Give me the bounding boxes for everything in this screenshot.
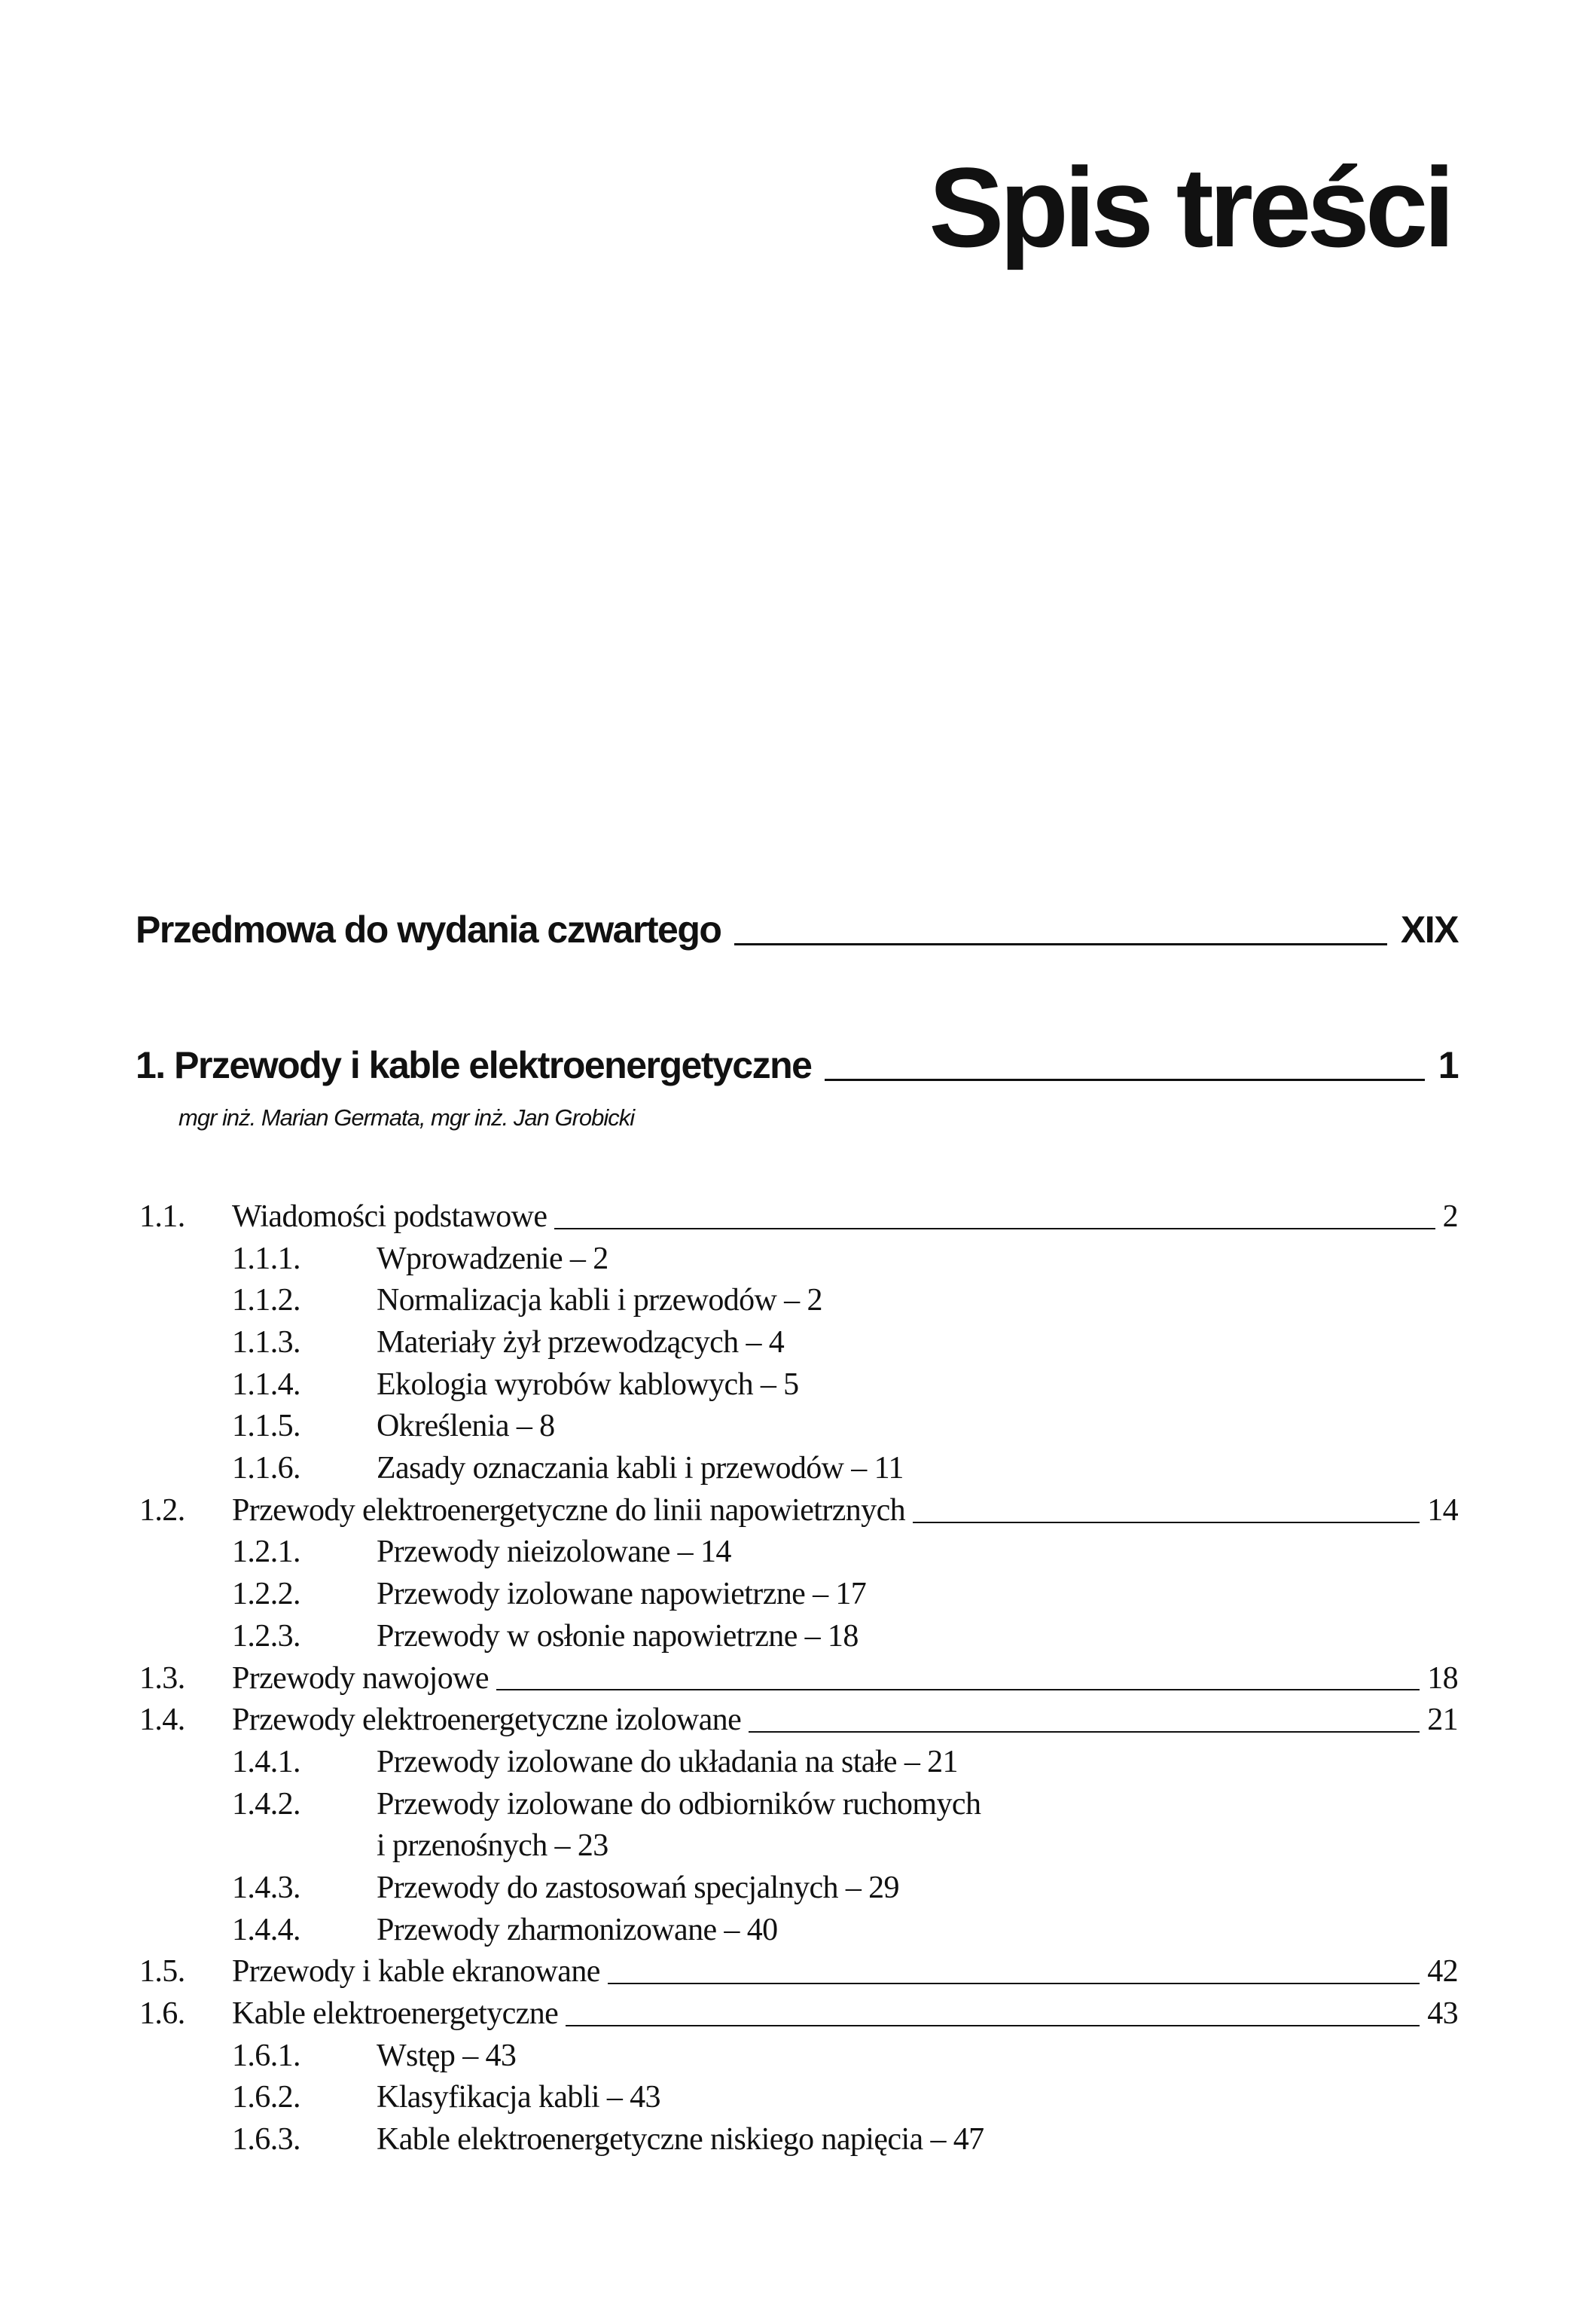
entry-number: 1.4. bbox=[139, 1703, 185, 1738]
preface-label: Przedmowa do wydania czwartego bbox=[136, 909, 721, 951]
chapter-authors: mgr inż. Marian Germata, mgr inż. Jan Grobicki bbox=[178, 1104, 635, 1131]
entry-number: 1.3. bbox=[139, 1660, 185, 1696]
toc-subsection bbox=[139, 1238, 1458, 1281]
entry-number: 1.2.3. bbox=[232, 1618, 300, 1654]
entry-title: Przewody elektroenergetyczne izolowane bbox=[232, 1703, 742, 1738]
entry-title: Przewody elektroenergetyczne do linii napowietrznych bbox=[232, 1492, 906, 1528]
entry-title: Przewody nawojowe bbox=[232, 1660, 489, 1696]
entry-title: Przewody do zastosowań specjalnych – 29 bbox=[377, 1870, 899, 1905]
toc-subsection bbox=[139, 1910, 1458, 1952]
toc-subsection bbox=[139, 1322, 1458, 1364]
entry-number: 1.6. bbox=[139, 1996, 185, 2032]
leader-line bbox=[913, 1522, 1420, 1523]
preface-page: XIX bbox=[1400, 909, 1458, 951]
entry-title: Przewody izolowane do układania na stałe – 21 bbox=[377, 1744, 958, 1779]
toc-subsection bbox=[139, 2119, 1458, 2161]
entry-number: 1.1.6. bbox=[232, 1451, 300, 1486]
toc-subsection bbox=[139, 2035, 1458, 2078]
entry-title: Przewody zharmonizowane – 40 bbox=[377, 1912, 778, 1947]
entry-title: Kable elektroenergetyczne bbox=[232, 1996, 559, 2032]
toc-section bbox=[139, 1490, 1458, 1532]
entry-title: i przenośnych – 23 bbox=[377, 1828, 608, 1864]
toc-entry-chapter-1 bbox=[136, 1043, 1458, 1087]
entry-number: 1.4.2. bbox=[232, 1786, 300, 1822]
entry-number: 1.1.2. bbox=[232, 1283, 300, 1318]
toc-subsection bbox=[139, 1406, 1458, 1448]
leader-line bbox=[734, 943, 1386, 945]
toc-subsection bbox=[139, 1574, 1458, 1616]
entry-page: 2 bbox=[1442, 1199, 1458, 1234]
entry-number: 1.1. bbox=[139, 1199, 185, 1234]
entry-number: 1.2.2. bbox=[232, 1577, 300, 1612]
entry-title: Zasady oznaczania kabli i przewodów – 11 bbox=[377, 1451, 904, 1486]
entry-number: 1.1.5. bbox=[232, 1409, 300, 1444]
leader-line bbox=[566, 2025, 1420, 2026]
entry-number: 1.2.1. bbox=[232, 1535, 300, 1570]
entry-title: Przewody izolowane napowietrzne – 17 bbox=[377, 1577, 867, 1612]
entry-page: 21 bbox=[1427, 1703, 1458, 1738]
leader-line bbox=[825, 1079, 1424, 1081]
toc-subsection bbox=[139, 1867, 1458, 1910]
toc-subsection bbox=[139, 1616, 1458, 1658]
entry-number: 1.4.4. bbox=[232, 1912, 300, 1947]
leader-line bbox=[496, 1689, 1420, 1690]
entry-title: Przewody w osłonie napowietrzne – 18 bbox=[377, 1618, 859, 1654]
entry-number: 1.5. bbox=[139, 1954, 185, 1990]
chapter-page: 1 bbox=[1438, 1044, 1458, 1086]
toc-list bbox=[139, 1196, 1458, 2161]
entry-page: 43 bbox=[1427, 1996, 1458, 2032]
entry-title: Materiały żył przewodzących – 4 bbox=[377, 1325, 785, 1361]
chapter-label: 1. Przewody i kable elektroenergetyczne bbox=[136, 1044, 812, 1086]
entry-page: 18 bbox=[1427, 1660, 1458, 1696]
entry-title: Ekologia wyrobów kablowych – 5 bbox=[377, 1367, 799, 1402]
entry-page: 14 bbox=[1427, 1492, 1458, 1528]
toc-section bbox=[139, 1993, 1458, 2035]
entry-title: Kable elektroenergetyczne niskiego napięcia – 47 bbox=[377, 2122, 984, 2158]
entry-title: Określenia – 8 bbox=[377, 1409, 555, 1444]
entry-number: 1.4.1. bbox=[232, 1744, 300, 1779]
entry-title: Wprowadzenie – 2 bbox=[377, 1241, 608, 1276]
page-title: Spis treści bbox=[929, 144, 1450, 270]
entry-title: Wiadomości podstawowe bbox=[232, 1199, 547, 1234]
entry-title: Przewody nieizolowane – 14 bbox=[377, 1535, 731, 1570]
toc-subsection bbox=[139, 1825, 1458, 1867]
toc-subsection bbox=[139, 1364, 1458, 1406]
entry-number: 1.1.4. bbox=[232, 1367, 300, 1402]
entry-title: Przewody izolowane do odbiorników ruchomych bbox=[377, 1786, 981, 1822]
leader-line bbox=[749, 1731, 1420, 1733]
toc-section bbox=[139, 1658, 1458, 1700]
entry-number: 1.1.1. bbox=[232, 1241, 300, 1276]
entry-title: Przewody i kable ekranowane bbox=[232, 1954, 600, 1990]
toc-section bbox=[139, 1196, 1458, 1238]
entry-number: 1.6.3. bbox=[232, 2122, 300, 2158]
entry-number: 1.2. bbox=[139, 1492, 185, 1528]
entry-number: 1.1.3. bbox=[232, 1325, 300, 1361]
toc-subsection bbox=[139, 1280, 1458, 1322]
toc-section bbox=[139, 1699, 1458, 1742]
entry-number: 1.6.1. bbox=[232, 2038, 300, 2073]
entry-title: Wstęp – 43 bbox=[377, 2038, 517, 2073]
entry-number: 1.6.2. bbox=[232, 2080, 300, 2115]
entry-title: Klasyfikacja kabli – 43 bbox=[377, 2080, 660, 2115]
leader-line bbox=[554, 1228, 1435, 1229]
leader-line bbox=[608, 1983, 1420, 1984]
toc-entry-preface bbox=[136, 908, 1458, 951]
toc-subsection bbox=[139, 2077, 1458, 2119]
toc-subsection bbox=[139, 1532, 1458, 1574]
entry-title: Normalizacja kabli i przewodów – 2 bbox=[377, 1283, 822, 1318]
toc-subsection bbox=[139, 1448, 1458, 1490]
toc-subsection bbox=[139, 1784, 1458, 1826]
entry-number: 1.4.3. bbox=[232, 1870, 300, 1905]
toc-subsection bbox=[139, 1742, 1458, 1784]
toc-section bbox=[139, 1951, 1458, 1993]
entry-page: 42 bbox=[1427, 1954, 1458, 1990]
